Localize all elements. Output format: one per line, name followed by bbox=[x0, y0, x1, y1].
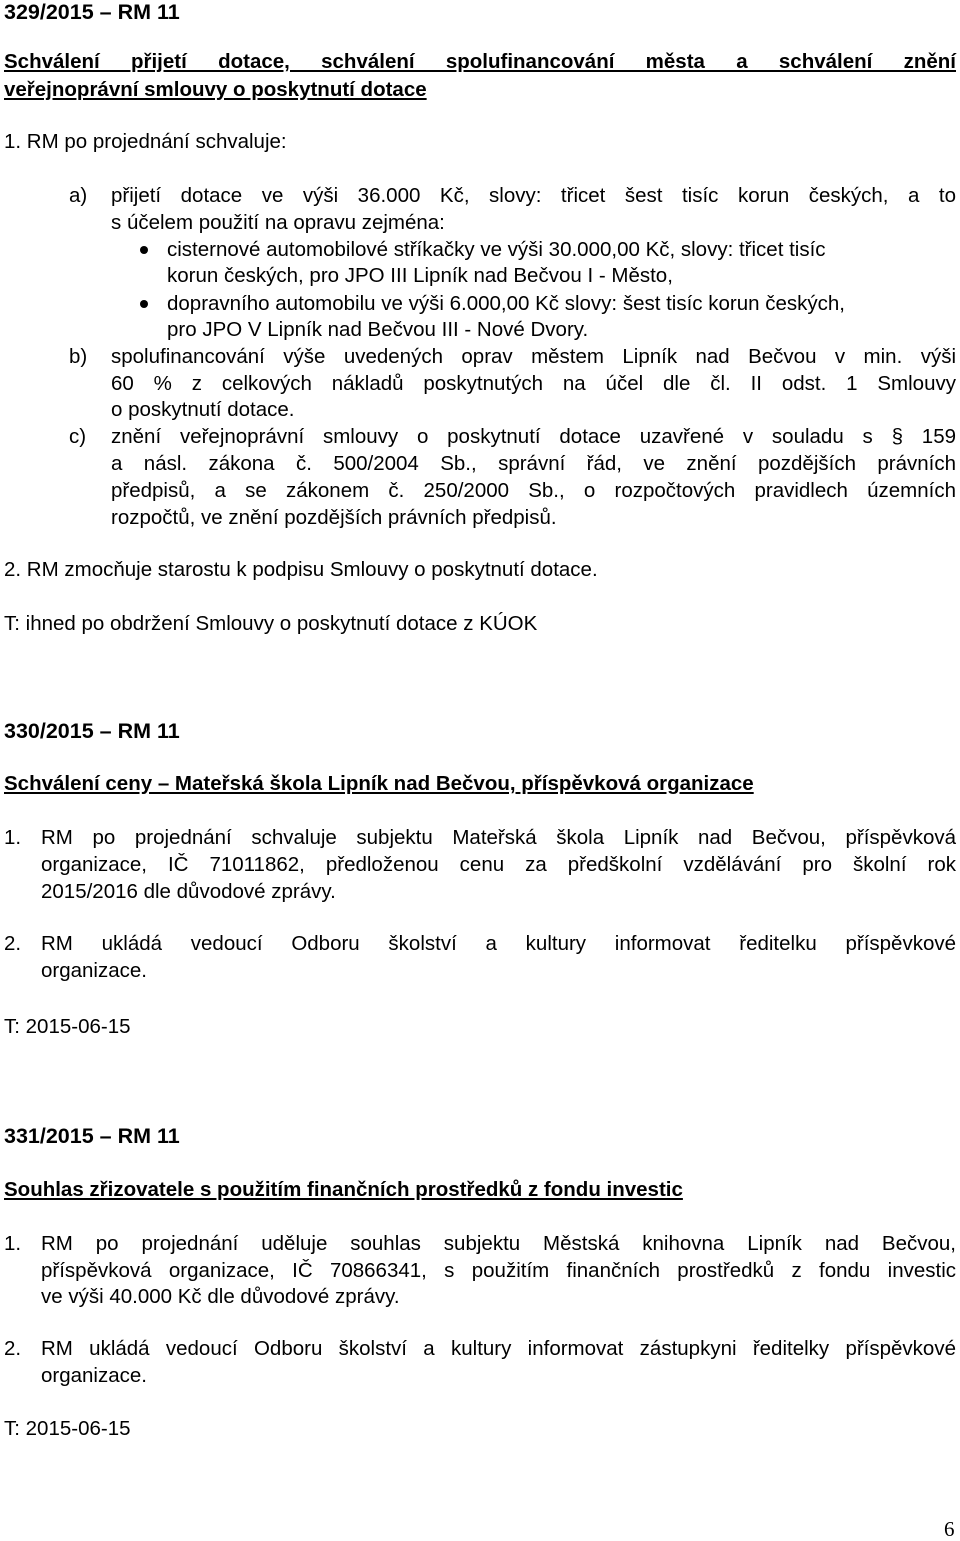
item-text: organizace, IČ 71011862, předloženou cenu za předškolní vzdělávání pro školní rok bbox=[41, 853, 956, 876]
list-text: přijetí dotace ve výši 36.000 Kč, slovy: třicet šest tisíc korun českých, a to bbox=[111, 184, 956, 207]
bullet-text: korun českých, pro JPO III Lipník nad Bečvou I - Město, bbox=[167, 264, 673, 287]
section-title: Schválení ceny – Mateřská škola Lipník nad Bečvou, příspěvková organizace bbox=[4, 772, 754, 795]
resolution-item: 2. RM zmocňuje starostu k podpisu Smlouvy o poskytnutí dotace. bbox=[4, 558, 598, 581]
list-label: a) bbox=[69, 184, 88, 207]
list-text: znění veřejnoprávní smlouvy o poskytnutí dotace uzavřené v souladu s § 159 bbox=[111, 425, 956, 448]
list-text: a násl. zákona č. 500/2004 Sb., správní řád, ve znění pozdějších právních bbox=[111, 452, 956, 475]
list-text: spolufinancování výše uvedených oprav městem Lipník nad Bečvou v min. výši bbox=[111, 345, 956, 368]
bullet-text: pro JPO V Lipník nad Bečvou III - Nové Dvory. bbox=[167, 318, 589, 341]
bullet-text: cisternové automobilové stříkačky ve výši 30.000,00 Kč, slovy: třicet tisíc bbox=[167, 238, 826, 261]
term-line: T: 2015-06-15 bbox=[4, 1417, 131, 1440]
bullet-text: dopravního automobilu ve výši 6.000,00 Kč slovy: šest tisíc korun českých, bbox=[167, 292, 845, 315]
item-text: RM po projednání schvaluje subjektu Mateřská škola Lipník nad Bečvou, příspěvková bbox=[41, 826, 956, 849]
list-text: předpisů, a se zákonem č. 250/2000 Sb., o rozpočtových pravidlech územních bbox=[111, 479, 956, 502]
list-text: rozpočtů, ve znění pozdějších právních předpisů. bbox=[111, 506, 557, 529]
list-label: c) bbox=[69, 425, 87, 448]
section-heading: 331/2015 – RM 11 bbox=[4, 1124, 180, 1148]
item-text: RM po projednání uděluje souhlas subjektu Městská knihovna Lipník nad Bečvou, bbox=[41, 1232, 956, 1255]
resolution-item: 1. RM po projednání schvaluje: bbox=[4, 130, 287, 153]
item-text: RM ukládá vedoucí Odboru školství a kultury informovat zástupkyni ředitelky příspěvkové bbox=[41, 1337, 956, 1360]
item-number: 2. bbox=[4, 932, 22, 955]
item-text: ve výši 40.000 Kč dle důvodové zprávy. bbox=[41, 1285, 400, 1308]
bullet-icon bbox=[140, 246, 148, 254]
list-text: o poskytnutí dotace. bbox=[111, 398, 295, 421]
section-title: Souhlas zřizovatele s použitím finančních prostředků z fondu investic bbox=[4, 1178, 683, 1201]
list-text: 60 % z celkových nákladů poskytnutých na účel dle čl. II odst. 1 Smlouvy bbox=[111, 372, 956, 395]
bullet-icon bbox=[140, 300, 148, 308]
section-heading: 330/2015 – RM 11 bbox=[4, 719, 180, 743]
item-text: 2015/2016 dle důvodové zprávy. bbox=[41, 880, 336, 903]
item-number: 2. bbox=[4, 1337, 22, 1360]
term-line: T: ihned po obdržení Smlouvy o poskytnutí dotace z KÚOK bbox=[4, 612, 538, 635]
list-label: b) bbox=[69, 345, 88, 368]
section-title-line: Schválení přijetí dotace, schválení spolufinancování města a schválení znění bbox=[4, 50, 956, 73]
item-text: RM ukládá vedoucí Odboru školství a kultury informovat ředitelku příspěvkové bbox=[41, 932, 956, 955]
page-number: 6 bbox=[944, 1517, 955, 1541]
item-number: 1. bbox=[4, 826, 22, 849]
list-text: s účelem použití na opravu zejména: bbox=[111, 211, 445, 234]
item-text: organizace. bbox=[41, 1364, 147, 1387]
item-text: příspěvková organizace, IČ 70866341, s použitím finančních prostředků z fondu investic bbox=[41, 1259, 956, 1282]
term-line: T: 2015-06-15 bbox=[4, 1015, 131, 1038]
item-text: organizace. bbox=[41, 959, 147, 982]
section-title-line: veřejnoprávní smlouvy o poskytnutí dotace bbox=[4, 78, 427, 101]
section-heading: 329/2015 – RM 11 bbox=[4, 0, 180, 24]
item-number: 1. bbox=[4, 1232, 22, 1255]
